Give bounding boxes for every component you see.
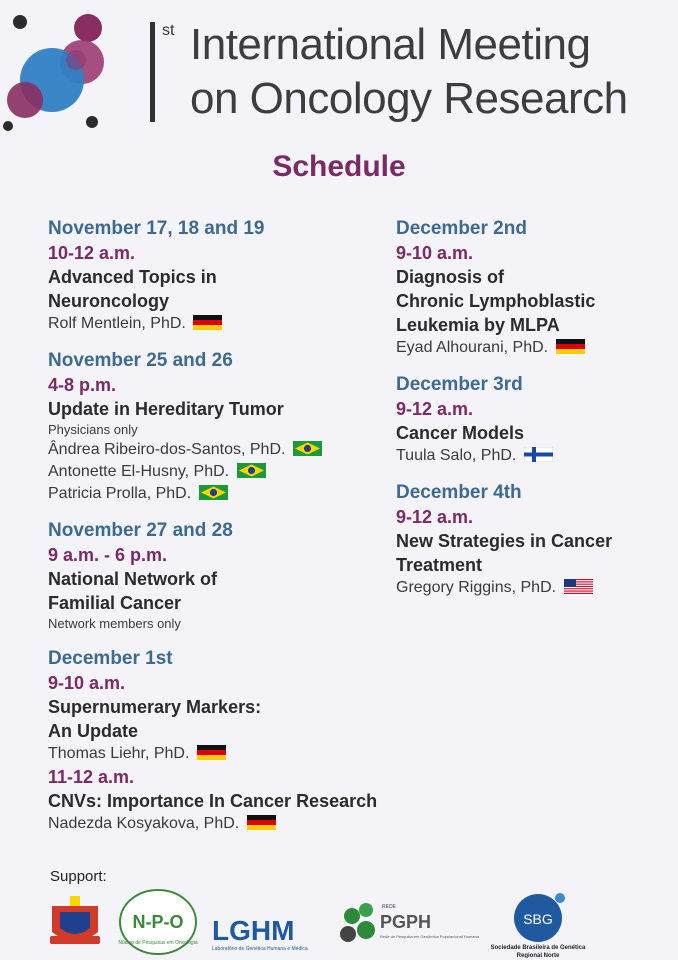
germany-flag-icon bbox=[197, 745, 226, 760]
speaker bbox=[48, 813, 418, 835]
brazil-flag-icon bbox=[293, 441, 322, 456]
finland-flag-icon bbox=[524, 447, 553, 462]
lghm-logo-text: LGHM bbox=[212, 915, 295, 946]
session-date: December 4th bbox=[396, 482, 522, 503]
session-topic: Leukemia by MLPA bbox=[396, 315, 560, 335]
session-block bbox=[396, 481, 666, 599]
pgph-logo-text: PGPH bbox=[380, 912, 432, 932]
speaker-name: Antonette El-Husny, PhD. bbox=[48, 463, 230, 480]
session-topic: Chronic Lymphoblastic bbox=[396, 291, 596, 311]
speaker bbox=[48, 483, 418, 505]
speaker-name: Gregory Riggins, PhD. bbox=[396, 579, 557, 596]
brazil-flag-icon bbox=[199, 485, 228, 500]
title-bar bbox=[150, 22, 155, 122]
session-topic: CNVs: Importance In Cancer Research bbox=[48, 791, 378, 811]
session-topic: Familial Cancer bbox=[48, 593, 182, 613]
session-topic: Supernumerary Markers: bbox=[48, 697, 262, 717]
session-block bbox=[48, 647, 418, 835]
schedule-left-column bbox=[48, 217, 418, 849]
sbg-logo bbox=[491, 893, 586, 958]
germany-flag-icon bbox=[193, 315, 222, 330]
session-time: 9-12 a.m. bbox=[396, 399, 474, 419]
session-time: 4-8 p.m. bbox=[48, 375, 117, 395]
npo-logo-text: N-P-O bbox=[132, 912, 184, 932]
speaker bbox=[48, 461, 418, 483]
schedule-heading: Schedule bbox=[272, 150, 406, 183]
session-topic: National Network of bbox=[48, 569, 218, 589]
session-topic: Diagnosis of bbox=[396, 267, 505, 287]
speaker-name: Thomas Liehr, PhD. bbox=[48, 745, 190, 762]
title-line-1: International Meeting bbox=[190, 20, 591, 69]
session-topic: Advanced Topics in bbox=[48, 267, 217, 287]
session-date: December 2nd bbox=[396, 218, 527, 239]
speaker bbox=[48, 743, 418, 765]
sbg-logo-subtitle-1: Sociedade Brasileira de Genética bbox=[490, 945, 586, 951]
session-date: December 3rd bbox=[396, 374, 523, 395]
session-topic: Treatment bbox=[396, 555, 483, 575]
speaker bbox=[396, 337, 666, 359]
session-time: 9 a.m. - 6 p.m. bbox=[48, 545, 168, 565]
speaker-name: Nadezda Kosyakova, PhD. bbox=[48, 815, 240, 832]
speaker-name: Rolf Mentlein, PhD. bbox=[48, 315, 186, 332]
speaker bbox=[48, 313, 418, 335]
session-note: Network members only bbox=[48, 616, 181, 631]
session-topic: New Strategies in Cancer bbox=[396, 531, 613, 551]
germany-flag-icon bbox=[247, 815, 276, 830]
title-line-2: on Oncology Research bbox=[190, 74, 628, 123]
session-topic: An Update bbox=[48, 721, 138, 741]
meeting-logo bbox=[0, 0, 120, 140]
lghm-logo bbox=[212, 915, 308, 952]
usa-flag-icon bbox=[564, 579, 593, 594]
speaker-name: Patricia Prolla, PhD. bbox=[48, 485, 192, 502]
pgph-logo bbox=[340, 903, 480, 942]
speaker bbox=[48, 439, 418, 461]
sbg-logo-subtitle-2: Regional Norte bbox=[516, 953, 560, 958]
speaker-name: Tuula Salo, PhD. bbox=[396, 447, 517, 464]
sbg-logo-text: SBG bbox=[523, 911, 553, 927]
session-date: November 25 and 26 bbox=[48, 350, 233, 371]
schedule-right-column bbox=[396, 217, 666, 613]
title-superscript: st bbox=[162, 22, 175, 39]
session-block bbox=[396, 373, 666, 467]
pgph-logo-rede: REDE bbox=[382, 904, 396, 910]
session-note: Physicians only bbox=[48, 422, 138, 437]
speaker bbox=[396, 577, 666, 599]
session-date: November 27 and 28 bbox=[48, 520, 233, 541]
pgph-logo-subtitle: Rede de Pesquisa em Genômica Populacional Humana bbox=[380, 934, 479, 939]
speaker bbox=[396, 445, 666, 467]
session-topic: Cancer Models bbox=[396, 423, 525, 443]
sponsor-logos bbox=[48, 888, 648, 958]
npo-logo bbox=[118, 890, 197, 954]
session-block bbox=[48, 519, 418, 633]
session-block bbox=[396, 217, 666, 359]
session-date: November 17, 18 and 19 bbox=[48, 218, 265, 239]
session-block bbox=[48, 349, 418, 505]
npo-logo-subtitle: Núcleo de Pesquisas em Oncologia bbox=[118, 940, 198, 946]
session-time: 9-10 a.m. bbox=[48, 673, 126, 693]
session-topic: Neuroncology bbox=[48, 291, 170, 311]
speaker-name: Eyad Alhourani, PhD. bbox=[396, 339, 549, 356]
lghm-logo-subtitle: Laboratório de Genética Humana e Médica bbox=[212, 946, 308, 952]
speaker-name: Ândrea Ribeiro-dos-Santos, PhD. bbox=[48, 441, 286, 458]
session-time: 9-10 a.m. bbox=[396, 243, 474, 263]
session-block bbox=[48, 217, 418, 335]
brazil-flag-icon bbox=[237, 463, 266, 478]
support-label: Support: bbox=[50, 868, 107, 885]
university-crest-logo bbox=[50, 896, 100, 944]
session-time: 10-12 a.m. bbox=[48, 243, 136, 263]
session-date: December 1st bbox=[48, 648, 173, 669]
germany-flag-icon bbox=[556, 339, 585, 354]
session-topic: Update in Hereditary Tumor bbox=[48, 399, 284, 419]
session-time: 11-12 a.m. bbox=[48, 767, 135, 787]
session-time: 9-12 a.m. bbox=[396, 507, 474, 527]
